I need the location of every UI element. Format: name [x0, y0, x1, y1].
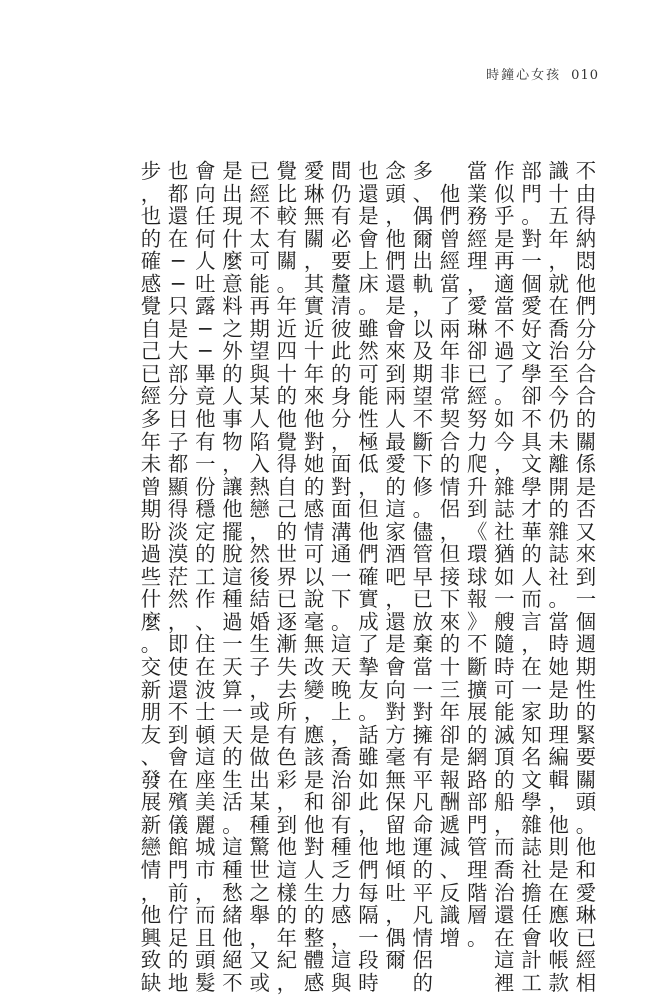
text-column: 作 似 乎 是 再 適 當 不 過 了 。 如 今 ， 雜 誌 社 猶 如 一 艘 隨 時 可 能 滅 頂 的 船 ， 而 喬 治 還 在 這 裡	[494, 159, 515, 995]
running-head	[486, 64, 599, 83]
text-column: 愛 琳 無 關 ， 其 實 近 十 年 來 他 對 她 的 感 情 可 以 說 毫 無 改 變 ， 應 該 是 和 他 對 人 生 的 整 體 感	[303, 159, 325, 995]
text-column: 部 門 。 對 一 個 愛 好 文 學 卻 不 具 文 學 才 華 的 人 而 言 ， 在 一 家 知 名 文 學 雜 誌 社 擔 任 會 計 工	[521, 159, 542, 995]
text-column: 也 還 是 會 上 床 。 雖 然 可 能 性 極 低 ， 但 他 們 確 實 成 了 摯 友 。 話 雖 如 此 ， 他 們 每 隔 一 段 時	[358, 159, 379, 995]
text-column: 他 們 曾 經 當 了 兩 年 非 常 契 合 的 情 侶 ， 但 接 下 來 的 十 三 年 卻 是 報 酬 遞 減 、 反 識 增	[439, 181, 461, 950]
text-column: 是 出 現 什 麼 意 料 之 外 的 人 事 物 ， 讓 他 擺 脫 這 種 過 一 天 算 一 天 的 生 活 。 這 種 愁 緒 他 絕 不	[222, 159, 243, 995]
text-column: 當 業 務 經 理 ， 愛 琳 卻 已 經 努 力 爬 升 到 《 環 球 報 》 不 斷 擴 展 的 網 路 部 門 管 理 階 層 。	[466, 159, 488, 950]
vertical-text-block	[37, 159, 597, 995]
text-column: 已 經 不 太 可 能 再 期 望 與 某 人 陷 入 熱 戀 ， 然 後 結 婚 生 子 ， 或 是 做 出 某 種 驚 世 之 舉 ， 又 或	[249, 159, 270, 995]
text-column: 步 ， 也 的 確 感 覺 自 己 已 經 多 年 未 曾 期 盼 過 些 什 麼 。 交 新 朋 友 、 發 展 新 戀 情 ， 他 興 致 缺	[140, 159, 162, 995]
text-column: 不 由 得 納 悶 他 們 分 分 合 合 的 關 係 是 否 又 來 到 一 個 週 期 性 的 緊 要 關 頭 。 他 和 愛 琳 已 經 相	[575, 159, 597, 995]
text-column: 識 十 五 年 ， 就 在 喬 治 至 今 仍 未 離 開 的 雜 誌 社 。 當 時 她 是 助 理 編 輯 ， 他 則 是 在 應 收 帳 款	[548, 159, 569, 995]
page-number: 010	[571, 68, 599, 83]
text-column: 覺 比 較 有 關 。 年 近 四 十 的 他 覺 得 自 己 的 世 界 已 逐 漸 失 去 所 有 色 彩 ， 到 他 這 樣 的 年 紀 ，	[276, 159, 298, 995]
text-column: 也 都 還 在 ─ ─ 只 是 大 部 分 日 子 都 顯 得 淡 漠 茫 然 ， 即 使 還 不 到 會 在 殯 儀 館 門 前 佇 足 的 地	[167, 159, 189, 995]
text-column: 多 、 偶 爾 出 軌 ， 以 及 期 望 不 斷 下 修 。 儘 管 早 已 放 棄 當 一 對 擁 有 平 凡 命 運 的 平 凡 情 侶 的	[412, 159, 433, 995]
book-title: 時鐘心女孩	[486, 68, 562, 83]
text-column: 會 向 任 何 人 吐 露 ─ ─ 畢 竟 他 有 一 份 穩 定 的 工 作 、 住 在 波 士 頓 這 座 美 麗 城 市 ， 而 且 頭 髮	[195, 159, 216, 995]
text-column: 念 頭 ， 他 們 還 是 會 來 到 兩 人 最 愛 的 這 家 酒 吧 ， 還 是 會 向 對 方 毫 無 保 留 地 傾 吐 ， 偶 爾	[385, 159, 406, 973]
text-column: 間 仍 有 必 要 釐 清 彼 此 的 身 分 ， 面 對 面 溝 通 一 下 。 這 天 晚 上 ， 喬 治 卻 有 種 乏 力 感 ， 這 與	[331, 159, 352, 995]
